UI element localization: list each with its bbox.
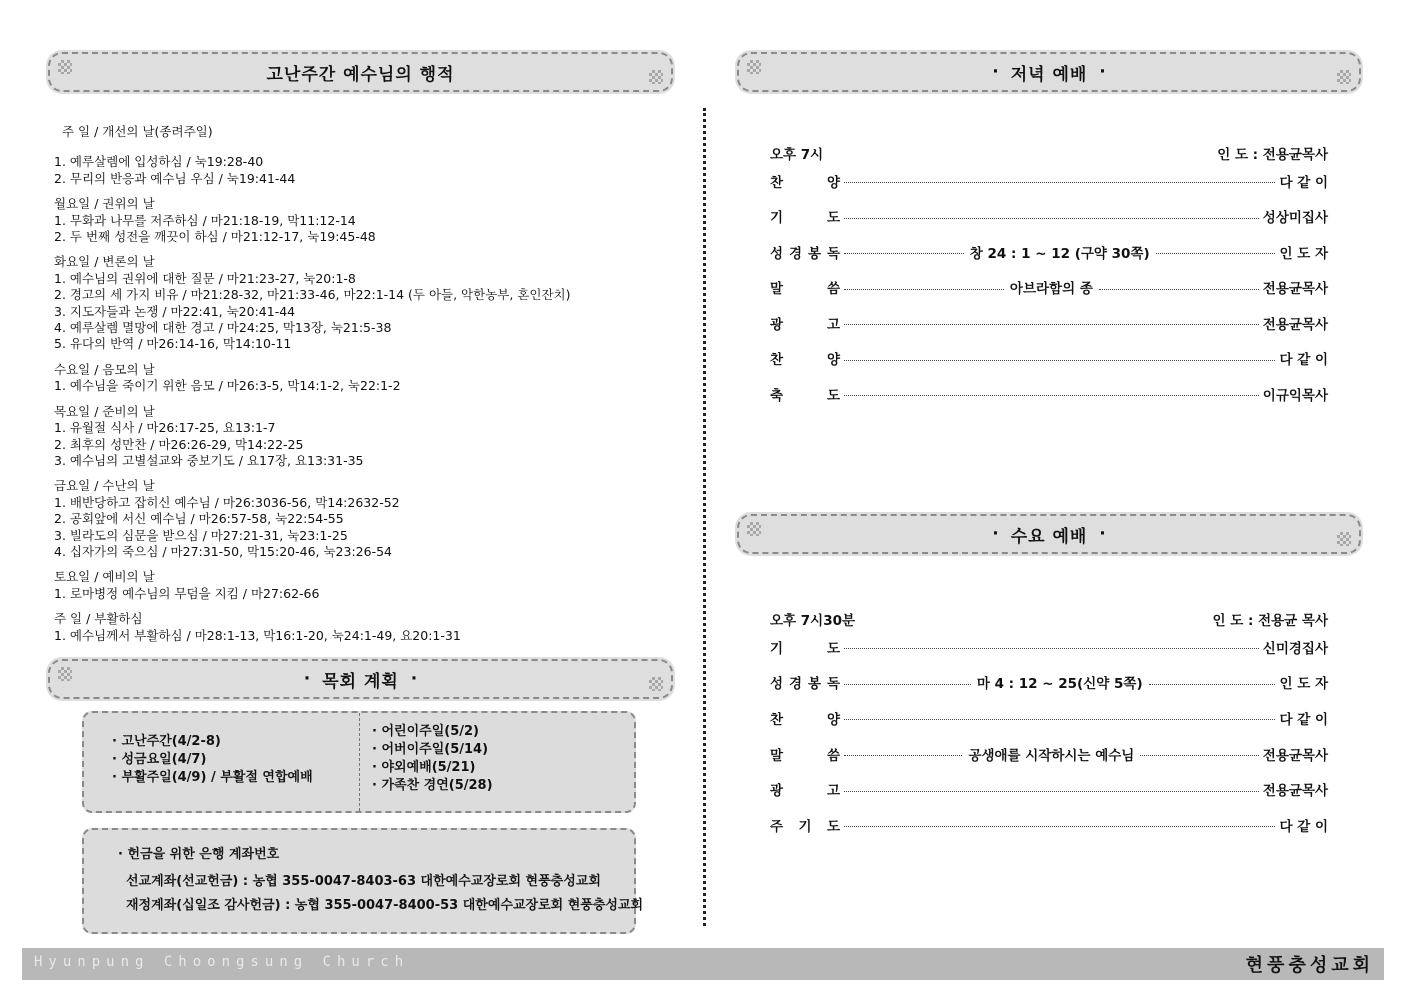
bullet-dot: · (1099, 524, 1106, 544)
dotted-leader (844, 684, 971, 685)
order-label-char: 양 (826, 711, 840, 728)
banner-corner-decoration (747, 522, 761, 536)
order-label-char: 경 (788, 245, 803, 262)
day-event-line: 1. 예수님을 죽이기 위한 음모 / 마26:3-5, 막14:1-2, 눅22:1-2 (54, 378, 401, 394)
dotted-leader (844, 755, 962, 756)
day-heading: 화요일 / 변론의 날 (54, 254, 155, 270)
day-event-line: 3. 지도자들과 논쟁 / 마22:41, 눅20:41-44 (54, 303, 296, 319)
order-person: 다 같 이 (1279, 352, 1328, 369)
order-label-char: 도 (826, 640, 840, 657)
passion-week-banner (48, 52, 673, 92)
worship-order-row (770, 376, 1328, 412)
dotted-leader (844, 324, 1259, 325)
day-section (54, 569, 684, 602)
evening-worship-title: 저녁 예배 (1010, 64, 1088, 85)
plan-panel (82, 711, 636, 813)
day-event-line: 2. 무리의 반응과 예수님 우심 / 눅19:41-44 (54, 170, 296, 186)
order-label-char: 기 (798, 818, 812, 835)
order-label-char: 도 (826, 210, 840, 227)
day-heading: 수요일 / 음모의 날 (54, 361, 155, 377)
dotted-leader (844, 826, 1275, 827)
dotted-leader (844, 253, 964, 254)
order-label (770, 672, 840, 692)
day-event-line: 2. 경고의 세 가지 비유 / 마21:28-32, 마21:33-46, 마22:1-14 (두 아들, 악한농부, 혼인잔치) (54, 287, 571, 303)
order-person: 인 도 자 (1279, 676, 1328, 693)
order-label (770, 206, 840, 226)
passion-week-schedule (54, 124, 684, 644)
wednesday-worship-title: 수요 예배 (1010, 526, 1088, 547)
order-detail: 아브라함의 종 (1008, 277, 1095, 297)
order-label (770, 171, 840, 191)
order-person: 다 같 이 (1279, 174, 1328, 191)
wednesday-header (770, 609, 1328, 629)
day-heading: 월요일 / 권위의 날 (54, 196, 155, 212)
day-event-line: 3. 예수님의 고별설교와 중보기도 / 요17장, 요13:31-35 (54, 452, 364, 468)
bullet-dot: · (410, 669, 418, 689)
page-divider (703, 108, 706, 926)
plan-title: 목회 계획 (322, 671, 399, 692)
dotted-leader (844, 719, 1275, 720)
order-label (770, 384, 840, 404)
worship-order-row (770, 199, 1328, 235)
evening-worship-order (770, 143, 1328, 412)
order-label-char: 양 (826, 352, 840, 369)
wednesday-leader: 인 도 : 전용균 목사 (1212, 613, 1328, 629)
order-label-char: 도 (826, 387, 840, 404)
worship-order-row (770, 163, 1328, 199)
order-label (770, 348, 840, 368)
bullet-dot: · (303, 669, 311, 689)
order-label-char: 광 (770, 316, 784, 333)
day-event-line: 1. 로마병정 예수님의 무덤을 지킴 / 마27:62-66 (54, 585, 320, 601)
bank-title: · 헌금을 위한 은행 계좌번호 (118, 847, 280, 862)
plan-item: · 가족찬 경연(5/28) (372, 778, 493, 793)
evening-leader: 인 도 : 전용균목사 (1217, 147, 1328, 163)
evening-header (770, 143, 1328, 163)
banner-corner-decoration (1337, 532, 1351, 546)
order-label-char: 성 (770, 245, 784, 262)
bank-account-finance: 재정계좌(십일조 감사헌금) : 농협 355-0047-8400-53 대한예수교장로회 현풍충성교회 (126, 898, 644, 913)
dotted-leader (844, 791, 1259, 792)
footer-english-name: Hyunpung Choongsung Church (34, 954, 410, 970)
worship-order-row (770, 736, 1328, 772)
day-event-line: 4. 십자가의 죽으심 / 마27:31-50, 막15:20-46, 눅23:26-54 (54, 543, 392, 559)
dotted-leader (844, 218, 1259, 219)
order-label (770, 242, 840, 262)
order-person: 이규익목사 (1262, 387, 1328, 404)
order-label-char: 주 (770, 818, 784, 835)
plan-item: · 어린이주일(5/2) (372, 724, 479, 739)
worship-order-row (770, 305, 1328, 341)
order-detail: 창 24 : 1 ~ 12 (구약 30쪽) (968, 242, 1152, 262)
order-label (770, 708, 840, 728)
order-person: 전용균목사 (1262, 281, 1329, 298)
banner-corner-decoration (1337, 70, 1351, 84)
plan-divider (359, 713, 360, 811)
plan-item: · 야외예배(5/21) (372, 760, 476, 775)
dotted-leader (1149, 684, 1276, 685)
order-person: 다 같 이 (1279, 711, 1328, 728)
day-section (54, 196, 684, 245)
order-person: 신미경집사 (1262, 640, 1328, 657)
order-label-char: 축 (770, 387, 784, 404)
order-label-char: 찬 (770, 352, 784, 369)
order-label-char: 찬 (770, 711, 784, 728)
dotted-leader (1099, 289, 1259, 290)
order-label (770, 779, 840, 799)
order-label-char: 말 (770, 281, 784, 298)
order-label-char: 씀 (826, 747, 840, 764)
order-detail: 공생애를 시작하시는 예수님 (966, 744, 1136, 764)
plan-banner (48, 659, 673, 699)
banner-corner-decoration (58, 667, 72, 681)
order-label-char: 성 (770, 676, 784, 693)
plan-item: · 고난주간(4/2-8) (112, 734, 221, 749)
worship-order-row (770, 341, 1328, 377)
order-label-char: 고 (826, 316, 840, 333)
day-event-line: 2. 최후의 성만찬 / 마26:26-29, 막14:22-25 (54, 436, 304, 452)
day-heading: 토요일 / 예비의 날 (54, 569, 155, 585)
day-heading: 주 일 / 부활하심 (54, 611, 143, 627)
order-person: 전용균목사 (1262, 783, 1328, 800)
bank-panel (82, 828, 644, 934)
day-event-line: 1. 배반당하고 잡히신 예수님 / 마26:3036-56, 막14:2632-52 (54, 494, 400, 510)
order-label-char: 봉 (807, 676, 822, 693)
order-person: 전용균목사 (1262, 747, 1328, 764)
bullet-dot: · (1099, 62, 1106, 82)
order-label (770, 277, 840, 297)
plan-right-column (372, 713, 493, 811)
worship-order-row (770, 234, 1328, 270)
wednesday-time: 오후 7시30분 (770, 613, 856, 629)
dotted-leader (844, 289, 1004, 290)
order-label-char: 봉 (807, 245, 822, 262)
day-event-line: 2. 두 번째 성전을 깨끗이 하심 / 마21:12-17, 눅19:45-48 (54, 229, 376, 245)
bullet-dot: · (992, 62, 999, 82)
day-section (54, 124, 684, 187)
banner-corner-decoration (649, 677, 663, 691)
order-label-char: 양 (826, 174, 840, 191)
day-event-line: 1. 예루살렘에 입성하심 / 눅19:28-40 (54, 154, 264, 170)
plan-item: · 부활주일(4/9) / 부활절 연합예배 (112, 770, 313, 785)
day-event-line: 4. 예루살렘 멸망에 대한 경고 / 마24:25, 막13장, 눅21:5-38 (54, 320, 392, 336)
order-person: 전용균목사 (1262, 316, 1328, 333)
day-heading: 주 일 / 개선의 날(종려주일) (62, 124, 213, 139)
plan-item: · 성금요일(4/7) (112, 752, 207, 767)
day-section (54, 404, 684, 470)
dotted-leader (844, 182, 1275, 183)
dotted-leader (844, 360, 1275, 361)
worship-order-row (770, 629, 1328, 665)
dotted-leader (1156, 253, 1276, 254)
day-heading: 목요일 / 준비의 날 (54, 403, 155, 419)
order-person: 다 같 이 (1279, 818, 1328, 835)
day-section (54, 362, 684, 395)
passion-week-title: 고난주간 예수님의 행적 (266, 64, 455, 85)
day-section (54, 478, 684, 560)
dotted-leader (844, 648, 1259, 649)
evening-time: 오후 7시 (770, 147, 824, 163)
order-label (770, 815, 840, 835)
order-label-char: 말 (770, 747, 784, 764)
order-label-char: 기 (770, 640, 784, 657)
day-event-line: 3. 빌라도의 심문을 받으심 / 마27:21-31, 눅23:1-25 (54, 527, 348, 543)
order-label-char: 씀 (826, 281, 840, 298)
wednesday-worship-order (770, 609, 1328, 843)
order-label-char: 독 (826, 245, 840, 262)
day-event-line: 1. 유월절 식사 / 마26:17-25, 요13:1-7 (54, 420, 276, 436)
day-event-line: 5. 유다의 반역 / 마26:14-16, 막14:10-11 (54, 336, 292, 352)
order-label-char: 고 (826, 783, 840, 800)
worship-order-row (770, 665, 1328, 701)
banner-corner-decoration (747, 60, 761, 74)
worship-order-row (770, 270, 1328, 306)
day-event-line: 2. 공회앞에 서신 예수님 / 마26:57-58, 눅22:54-55 (54, 511, 344, 527)
order-label (770, 313, 840, 333)
order-person: 성상미집사 (1262, 210, 1328, 227)
day-section (54, 254, 684, 352)
dotted-leader (844, 395, 1259, 396)
worship-order-row (770, 771, 1328, 807)
order-label-char: 광 (770, 783, 784, 800)
wednesday-worship-banner (737, 514, 1361, 554)
banner-corner-decoration (649, 70, 663, 84)
order-label (770, 637, 840, 657)
order-label-char: 도 (826, 818, 840, 835)
bullet-dot: · (992, 524, 999, 544)
order-person: 인 도 자 (1279, 245, 1328, 262)
plan-item: · 어버이주일(5/14) (372, 742, 489, 757)
worship-order-row (770, 807, 1328, 843)
plan-left-column (112, 713, 313, 811)
order-detail: 마 4 : 12 ~ 25(신약 5쪽) (975, 672, 1145, 692)
day-section (54, 611, 684, 644)
order-label-char: 경 (788, 676, 803, 693)
order-label-char: 독 (826, 676, 840, 693)
footer-korean-name: 현풍충성교회 (1245, 955, 1374, 976)
footer-bar (22, 948, 1384, 980)
worship-order-row (770, 700, 1328, 736)
order-label-char: 기 (770, 210, 784, 227)
order-label-char: 찬 (770, 174, 784, 191)
dotted-leader (1140, 755, 1258, 756)
day-event-line: 1. 무화과 나무를 저주하심 / 마21:18-19, 막11:12-14 (54, 212, 356, 228)
day-event-line: 1. 예수님께서 부활하심 / 마28:1-13, 막16:1-20, 눅24:1-49, 요20:1-31 (54, 627, 461, 643)
evening-worship-banner (737, 52, 1361, 92)
bank-account-mission: 선교계좌(선교헌금) : 농협 355-0047-8403-63 대한예수교장로회 현풍충성교회 (126, 874, 601, 889)
order-label (770, 744, 840, 764)
banner-corner-decoration (58, 60, 72, 74)
day-event-line: 1. 예수님의 권위에 대한 질문 / 마21:23-27, 눅20:1-8 (54, 270, 356, 286)
day-heading: 금요일 / 수난의 날 (54, 478, 155, 494)
